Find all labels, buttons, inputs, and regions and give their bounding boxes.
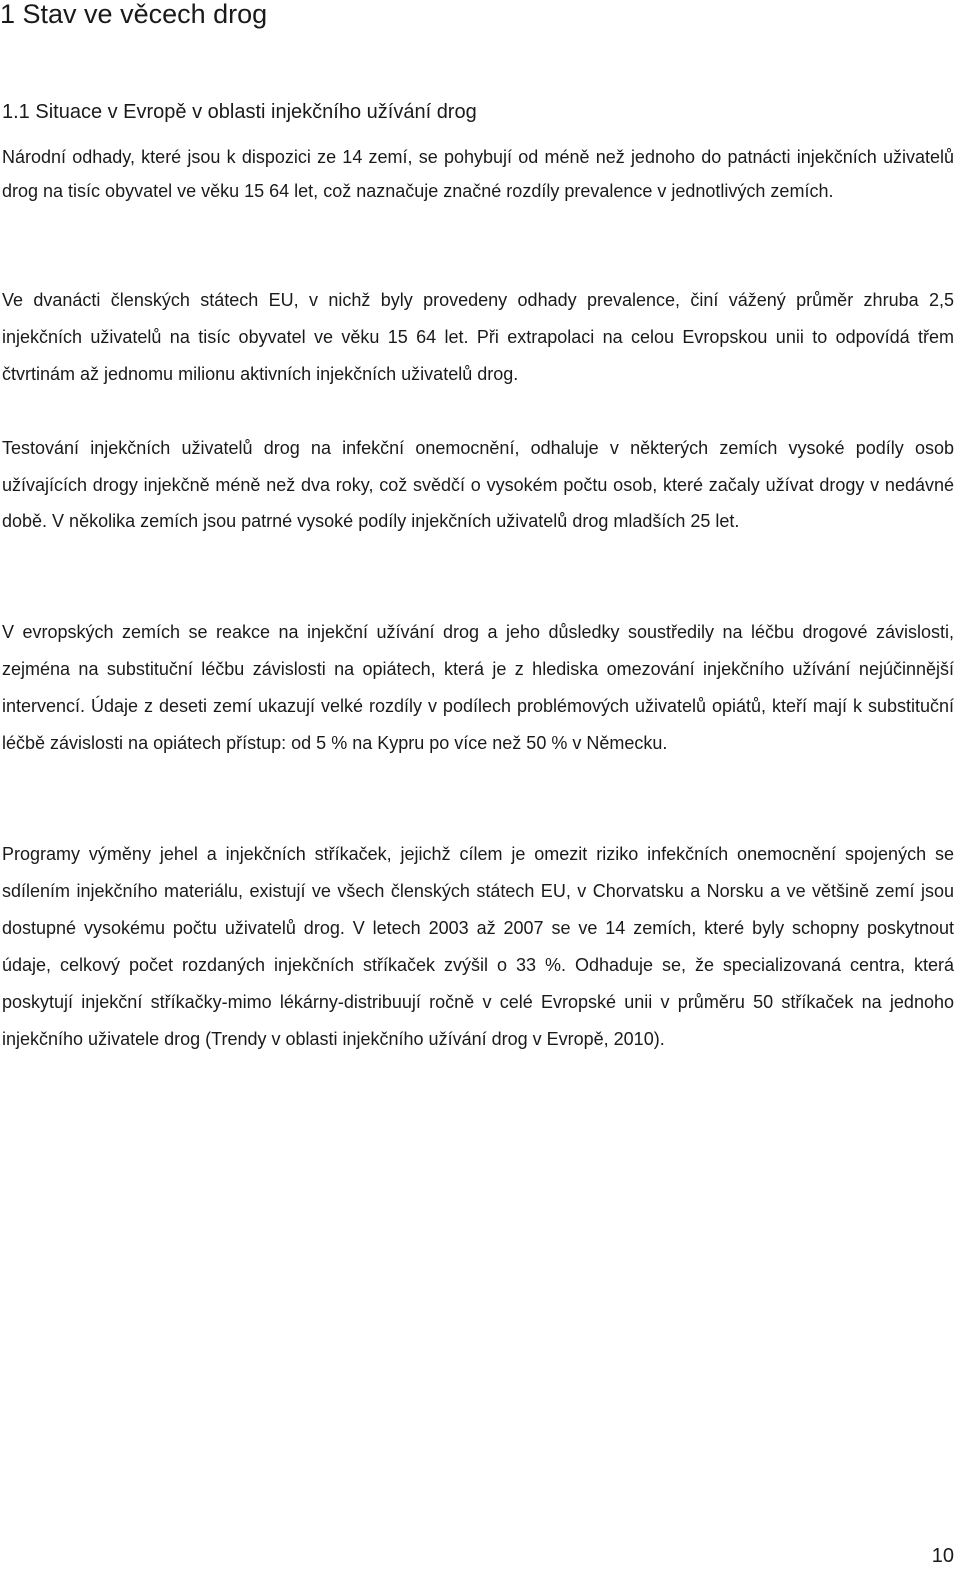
section-heading: 1.1 Situace v Evropě v oblasti injekčního užívání drog [2,101,477,123]
chapter-heading: 1 Stav ve věcech drog [0,0,268,29]
paragraph-national-estimates: Národní odhady, které jsou k dispozici ze 14 zemí, se pohybují od méně než jednoho do patnácti injekčních uživatelů drog na tisíc obyvatel ve věku 15 64 let, což naznačuje značné rozdíly prevalence v jednotlivých zemích. [2,147,954,201]
page-number: 10 [931,1545,954,1567]
paragraph-treatment-response: V evropských zemích se reakce na injekční užívání drog a jeho důsledky soustředily na léčbu drogové závislosti, zejména na substituční léčbu závislosti na opiátech, která je z hlediska omezování injekčního užívání nejúčinnější intervencí. Údaje z deseti zemí ukazují velké rozdíly v podílech problémových uživatelů opiátů, kteří mají k substituční léčbě závislosti na opiátech přístup: od 5 % na Kypru po více než 50 % v Německu. [2,622,954,753]
paragraph-needle-exchange: Programy výměny jehel a injekčních stříkaček, jejichž cílem je omezit riziko infekčních onemocnění spojených se sdílením injekčního materiálu, existují ve všech členských státech EU, v Chorvatsku a Norsku a ve většině zemí jsou dostupné vysokému počtu uživatelů drog. V letech 2003 až 2007 se ve 14 zemích, které byly schopny poskytnout údaje, celkový počet rozdaných injekčních stříkaček zvýšil o 33 %. Odhaduje se, že specializovaná centra, která poskytují injekční stříkačky-mimo lékárny-distribuují ročně v celé Evropské unii v průměru 50 stříkaček na jednoho injekčního uživatele drog (Trendy v oblasti injekčního užívání drog v Evropě, 2010). [2,844,954,1049]
paragraph-infection-testing: Testování injekčních uživatelů drog na infekční onemocnění, odhaluje v některých zemích vysoké podíly osob užívajících drogy injekčně méně než dva roky, což svědčí o vysokém počtu osob, které začaly užívat drogy v nedávné době. V několika zemích jsou patrné vysoké podíly injekčních uživatelů drog mladších 25 let. [2,438,954,531]
paragraph-eu-weighted-average: Ve dvanácti členských státech EU, v nichž byly provedeny odhady prevalence, činí vážený průměr zhruba 2,5 injekčních uživatelů na tisíc obyvatel ve věku 15 64 let. Při extrapolaci na celou Evropskou unii to odpovídá třem čtvrtinám až jednomu milionu aktivních injekčních uživatelů drog. [2,290,954,384]
